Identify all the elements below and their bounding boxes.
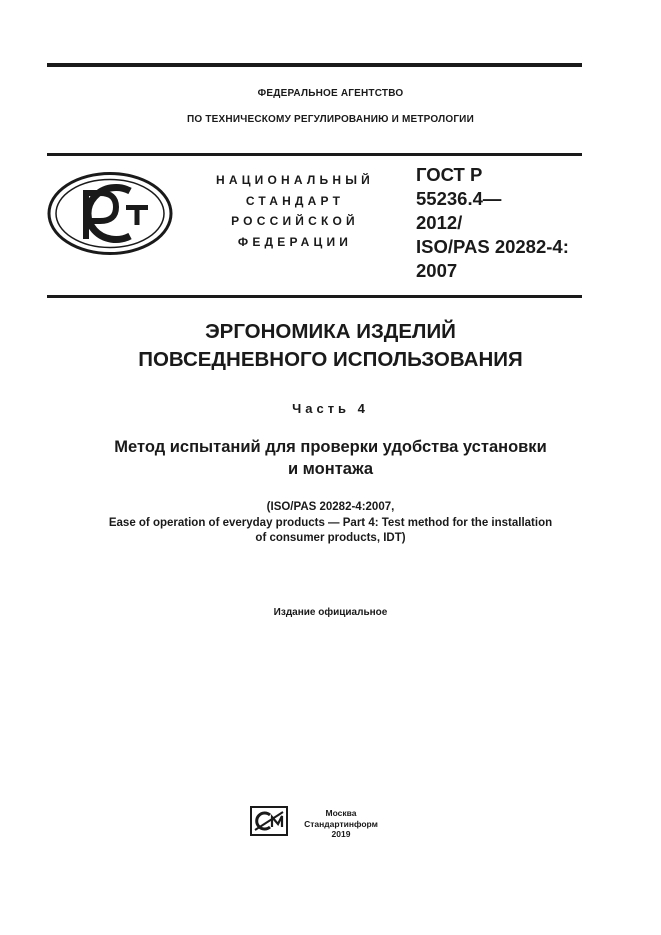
publisher-name: Стандартинформ xyxy=(304,818,378,829)
designation-line-4: ISO/PAS 20282-4: xyxy=(416,236,569,257)
international-reference xyxy=(0,500,661,547)
subtitle-line-1: Метод испытаний для проверки удобства установки xyxy=(114,438,547,456)
publisher-year: 2019 xyxy=(331,829,351,839)
publisher-logo-icon xyxy=(250,806,288,836)
part-number: Часть 4 xyxy=(292,401,369,416)
designation-line-5: 2007 xyxy=(416,260,458,281)
header-bottom-rule xyxy=(47,295,582,298)
standard-type-line-2: СТАНДАРТ xyxy=(245,193,345,208)
standard-type xyxy=(190,170,400,252)
standard-designation xyxy=(416,163,636,283)
agency-line-2: ПО ТЕХНИЧЕСКОМУ РЕГУЛИРОВАНИЮ И МЕТРОЛОГИИ xyxy=(187,114,474,125)
designation-line-3: 2012/ xyxy=(416,212,463,233)
agency-line-1: ФЕДЕРАЛЬНОЕ АГЕНТСТВО xyxy=(257,88,404,99)
publisher-city: Москва xyxy=(325,808,357,818)
title-line-1: ЭРГОНОМИКА ИЗДЕЛИЙ xyxy=(205,320,456,343)
designation-line-1: ГОСТ Р xyxy=(416,164,483,185)
edition-label: Издание официальное xyxy=(273,607,388,618)
publisher-info xyxy=(296,808,386,840)
subtitle-line-2: и монтажа xyxy=(287,460,374,478)
document-subtitle xyxy=(0,436,661,480)
designation-line-2: 55236.4— xyxy=(416,188,502,209)
standard-type-line-3: РОССИЙСКОЙ xyxy=(231,214,359,228)
title-line-2: ПОВСЕДНЕВНОГО ИСПОЛЬЗОВАНИЯ xyxy=(138,348,523,371)
document-title xyxy=(0,318,661,374)
intl-line-2: Ease of operation of everyday products — Part 4: Test method for the installation xyxy=(108,516,553,529)
gost-logo-icon xyxy=(46,171,174,256)
header-top-rule xyxy=(47,153,582,156)
intl-line-3: of consumer products, IDT) xyxy=(255,532,406,544)
standard-type-line-4: ФЕДЕРАЦИИ xyxy=(237,234,353,249)
intl-line-1: (ISO/PAS 20282-4:2007, xyxy=(266,501,395,513)
standard-type-line-1: НАЦИОНАЛЬНЫЙ xyxy=(215,173,375,187)
top-rule xyxy=(47,63,582,67)
